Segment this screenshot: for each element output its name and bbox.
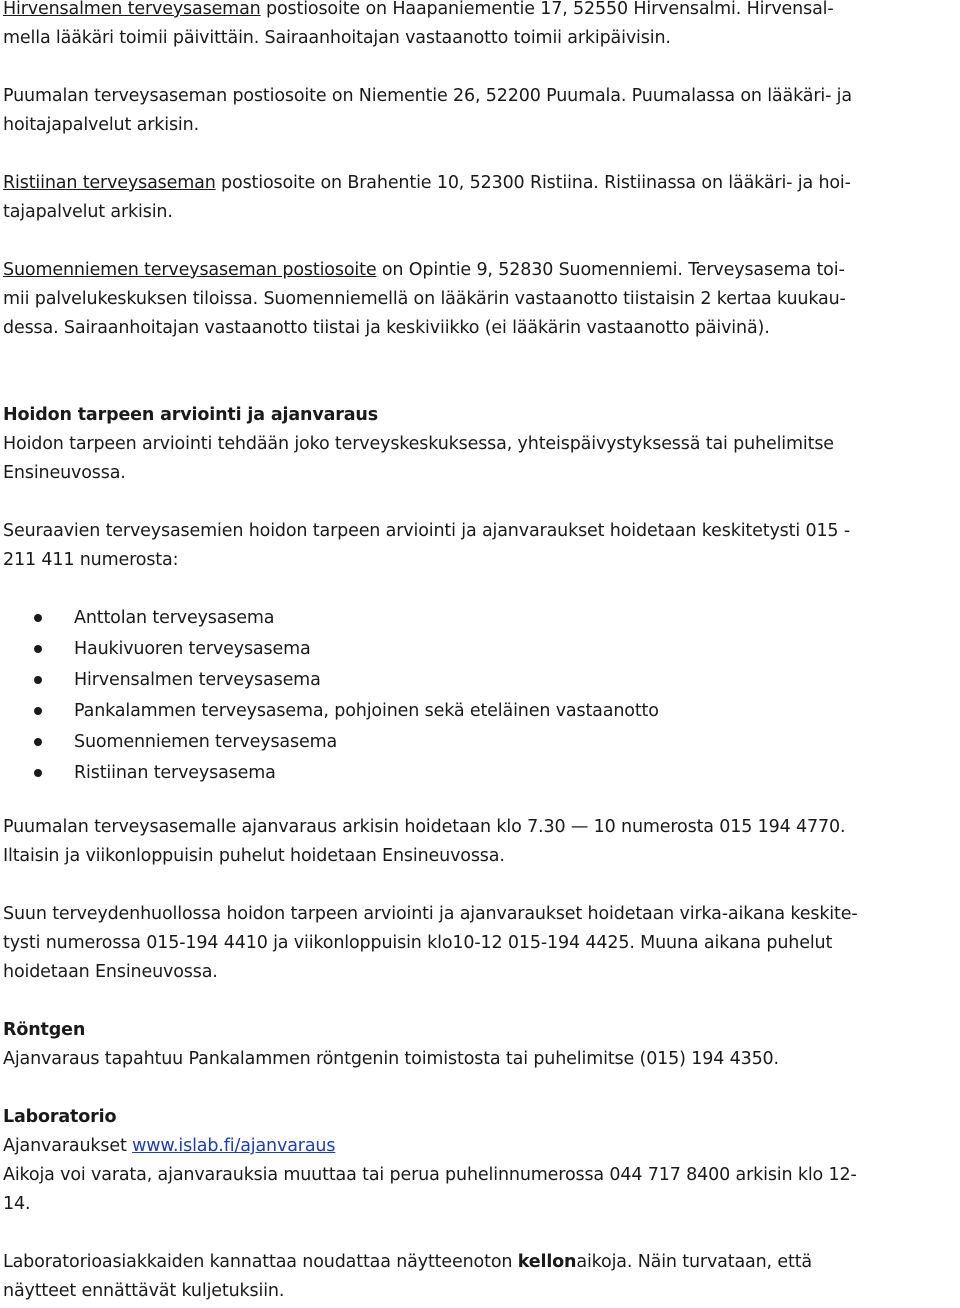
assessment-paragraph: Hoidon tarpeen arviointi tehdään joko terveyskeskuksessa, yhteispäivystyksessä tai puhelimitse Ensineuvossa. [3,434,834,483]
list-item: Pankalammen terveysasema, pohjoinen sekä eteläinen vastaanotto [3,696,958,727]
hirvensalmi-link[interactable]: Hirvensalmen terveysaseman [3,0,261,19]
list-item: Ristiinan terveysasema [3,758,958,789]
central-booking-paragraph: Seuraavien terveysasemien hoidon tarpeen arviointi ja ajanvaraukset hoidetaan keskitetysti 015 - 211 411 numerosta: [3,521,850,570]
laboratory-booking-line: Ajanvaraukset www.islab.fi/ajanvaraus [3,1136,336,1156]
station-list [3,603,958,789]
emphasis-text: kellon [517,1252,577,1272]
puumala-paragraph: Puumalan terveysaseman postiosoite on Niementie 26, 52200 Puumala. Puumalassa on lääkäri- ja hoitajapalvelut arkisin. [3,86,852,135]
ristiina-link[interactable]: Ristiinan terveysaseman [3,173,216,193]
list-item: Haukivuoren terveysasema [3,634,958,665]
list-item: Hirvensalmen terveysasema [3,665,958,696]
list-item: Suomenniemen terveysasema [3,727,958,758]
laboratory-phone-paragraph: Aikoja voi varata, ajanvarauksia muuttaa tai perua puhelinnumerossa 044 717 8400 arkisin klo 12- 14. [3,1165,857,1214]
ristiina-paragraph: Ristiinan terveysaseman postiosoite on Brahentie 10, 52300 Ristiina. Ristiinassa on lääkäri- ja hoi- tajapalvelut arkisin. [3,173,851,222]
hirvensalmi-paragraph: Hirvensalmen terveysaseman postiosoite on Haapaniementie 17, 52550 Hirvensalmi. Hirvensal- mella lääkäri toimii päivittäin. Sairaanhoitajan vastaanotto toimii arkipäivisin. [3,0,834,48]
suomenniemi-paragraph: Suomenniemen terveysaseman postiosoite on Opintie 9, 52830 Suomenniemi. Terveysasema toi- mii palvelukeskuksen tiloissa. Suomenniemellä on lääkärin vastaanotto tiistaisin 2 kertaa kuukau- dessa. Sairaanhoitajan vastaanotto tiistai ja keskiviikko (ei lääkärin vastaanotto päivinä). [3,260,846,338]
laboratory-heading: Laboratorio [3,1107,117,1127]
suomenniemi-link[interactable]: Suomenniemen terveysaseman postiosoite [3,260,377,280]
islab-booking-link[interactable]: www.islab.fi/ajanvaraus [132,1136,336,1156]
dental-paragraph: Suun terveydenhuollossa hoidon tarpeen arviointi ja ajanvaraukset hoidetaan virka-aikana keskite- tysti numerossa 015-194 4410 ja viikonloppuisin klo10-12 015-194 4425. Muuna aikana puhelut hoidetaan Ensineuvossa. [3,904,858,982]
puumala-booking-paragraph: Puumalan terveysasemalle ajanvaraus arkisin hoidetaan klo 7.30 — 10 numerosta 015 194 4770. Iltaisin ja viikonloppuisin puhelut hoidetaan Ensineuvossa. [3,817,846,866]
laboratory-note-paragraph: Laboratorioasiakkaiden kannattaa noudattaa näytteenoton kellonaikoja. Näin turvataan, että näytteet ennättävät kuljetuksiin. [3,1252,812,1301]
document-page [3,0,958,1306]
list-item: Anttolan terveysasema [3,603,958,634]
rontgen-heading: Röntgen [3,1020,86,1040]
rontgen-paragraph: Ajanvaraus tapahtuu Pankalammen röntgenin toimistosta tai puhelimitse (015) 194 4350. [3,1049,779,1069]
assessment-heading: Hoidon tarpeen arviointi ja ajanvaraus [3,405,378,425]
